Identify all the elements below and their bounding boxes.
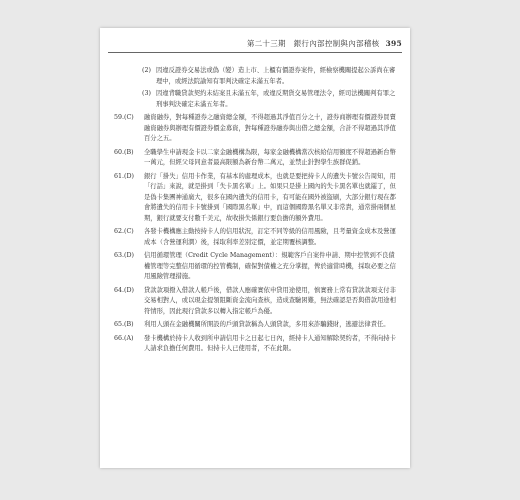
question-59 [114, 113, 398, 145]
chapter-title: 第二十三期 銀行內部控制與內部稽核 [246, 39, 380, 48]
question-number: 65.(B) [114, 321, 134, 328]
question-number: 61.(D) [114, 172, 134, 180]
sub-item-number: (3) [142, 90, 151, 97]
question-number: 64.(D) [114, 286, 134, 294]
question-62 [114, 227, 398, 248]
question-explanation: 各發卡機構應主動按持卡人的信用狀況，訂定不同等級的信用風險，且考量資金成本及營運成本（含營運利潤）後，採取利率差別定價，並定期覆核調整。 [144, 228, 396, 246]
page-number: 395 [385, 39, 402, 48]
question-66 [114, 334, 398, 355]
question-explanation: 融資融券，對每種證券之融資總金額，不得超過其淨值百分之十，證券商辦理有價證券買賣融資融券與辦理有價證券價金募資，對每種證券融券與出借之總金額，合計不得超過其淨值百分之五。 [144, 114, 396, 142]
question-number: 63.(D) [114, 252, 134, 259]
question-explanation: 銀行「掛失」信用卡作業，有基本的處理成本，也就是要把持卡人的遺失卡號公告周知，用「行話」來說，就是掛到「失卡黑名單」上。如果只是掛上國內的失卡黑名單也就罷了，但是偽卡集團神通廣大，很多在國內遺失的信用卡，有可能在國外被盜刷，大部分銀行現在都會將遺失的信用卡卡號掛到「國際黑名單」中，而這個國際黑名單又非常貴，通常掛兩個星期，銀行就要支付數千美元，故收掛失係銀行要負擔的額外費用。 [144, 172, 396, 222]
sub-item [114, 66, 398, 87]
sub-item-text: 因違背職貸款契約未結案且未滿五年，或違反期貨交易管理法令，經司法機關判有罪之刑事判決確定未滿五年者。 [156, 90, 396, 108]
question-explanation: 信用循環管理（Credit Cycle Management）：規範客戶自案件申請、期中控管到不良債權管理等完整信用循環的控管機制，確保對債權之充分掌握，俾於適當時機，採取必要之信用風險管理措施。 [144, 252, 396, 280]
question-explanation: 發卡機構於持卡人收到所申請信用卡之日起七日內，經持卡人通知解除契約者，不得向持卡人請求負擔任何費用。但持卡人已使用者，不在此限。 [144, 334, 396, 352]
sub-item [114, 89, 398, 110]
running-header [100, 38, 402, 49]
book-page [100, 28, 410, 468]
question-number: 62.(C) [114, 228, 134, 235]
question-number: 59.(C) [114, 114, 134, 121]
question-explanation: 貸款款項撥入借款人帳戶後，借款人應確實依申貸用途使用，慎實務上常有貸款款項支付非交易相對人，或以現金提領阻斷資金流向查核，造成查驗困難，無法確認是否與借款用途相符情形，因此現行貸款多以轉入指定帳戶為優。 [144, 286, 396, 315]
header-rule [108, 52, 402, 53]
question-explanation: 全職學生申請現金卡以二家金融機構為限，每家金融機構當次核給信用額度不得超過新台幣一萬元，但經父母同意者最高限額為新台幣二萬元，並禁止針對學生族群促銷。 [144, 148, 396, 166]
question-number: 60.(B) [114, 148, 134, 156]
answer-explanations [114, 66, 398, 355]
question-explanation: 利用人頭在金融機關所開設的戶頭貸款稱為人頭貸款，多用來詐騙錢財，逃避法律責任。 [144, 321, 390, 328]
question-64 [114, 286, 398, 318]
sub-item-number: (2) [142, 67, 151, 74]
question-number: 66.(A) [114, 334, 134, 342]
sub-item-text: 因違反證券交易法或偽（變）造上市、上櫃有價證券案件，經檢察機關提起公訴尚在審理中，或經法院諭知有罪判決確定未滿五年者。 [156, 67, 396, 85]
question-60 [114, 148, 398, 169]
question-61 [114, 172, 398, 225]
question-65 [114, 320, 398, 331]
question-63 [114, 251, 398, 283]
